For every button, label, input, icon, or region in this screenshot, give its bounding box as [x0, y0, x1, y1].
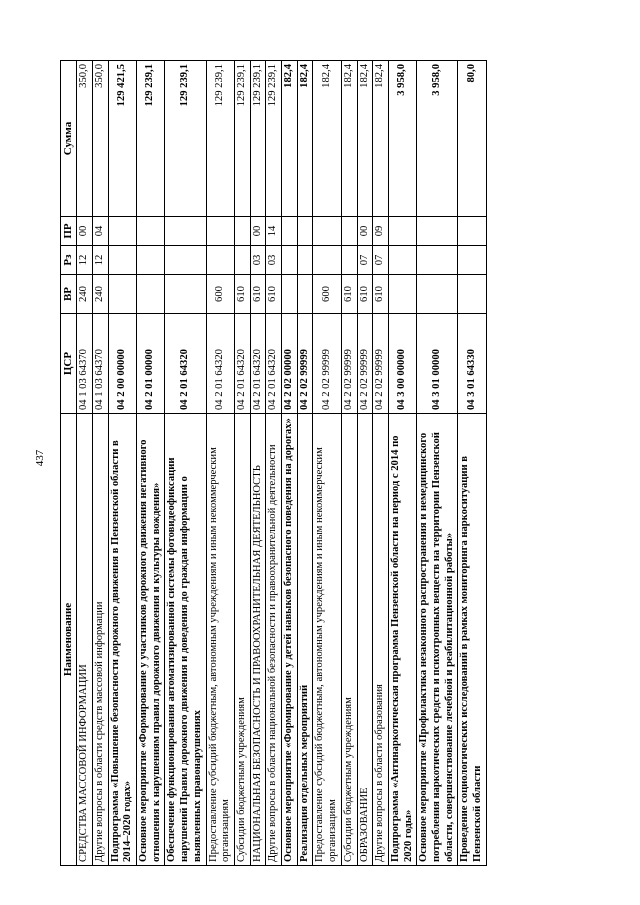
- table-row: [165, 61, 206, 866]
- cell-csr: 04 3 01 00000: [417, 314, 458, 414]
- cell-rz: [234, 246, 250, 275]
- cell-pr: [282, 217, 298, 246]
- cell-rz: [313, 246, 341, 275]
- cell-vr: 610: [357, 275, 373, 314]
- cell-rz: [458, 246, 486, 275]
- cell-pr: [417, 217, 458, 246]
- table-row: [373, 61, 389, 866]
- table-row: [234, 61, 250, 866]
- header-csr: ЦСР: [61, 314, 77, 414]
- cell-csr: 04 2 00 00000: [108, 314, 136, 414]
- cell-pr: 04: [92, 217, 108, 246]
- cell-name: Основное мероприятие «Формирование у детей навыков безопасного поведения на дорогах»: [282, 414, 298, 866]
- cell-sum: 182,4: [357, 61, 373, 217]
- cell-sum: 182,4: [297, 61, 313, 217]
- cell-vr: [165, 275, 206, 314]
- cell-pr: 09: [373, 217, 389, 246]
- cell-rz: [137, 246, 165, 275]
- table-row: [77, 61, 93, 866]
- cell-sum: 182,4: [282, 61, 298, 217]
- header-vr: ВР: [61, 275, 77, 314]
- cell-rz: [282, 246, 298, 275]
- cell-rz: [341, 246, 357, 275]
- cell-vr: [108, 275, 136, 314]
- cell-vr: 600: [313, 275, 341, 314]
- cell-csr: 04 2 02 99999: [313, 314, 341, 414]
- cell-sum: 350,0: [77, 61, 93, 217]
- cell-sum: 182,4: [373, 61, 389, 217]
- cell-sum: 129 239,1: [165, 61, 206, 217]
- cell-name: Предоставление субсидий бюджетным, автономным учреждениям и иным некоммерческим организациям: [313, 414, 341, 866]
- cell-pr: [108, 217, 136, 246]
- cell-name: Подпрограмма «Повышение безопасности дорожного движения в Пензенской области в 2014–2020 годах»: [108, 414, 136, 866]
- cell-rz: 07: [357, 246, 373, 275]
- cell-name: СРЕДСТВА МАССОВОЙ ИНФОРМАЦИИ: [77, 414, 93, 866]
- cell-rz: [417, 246, 458, 275]
- cell-name: НАЦИОНАЛЬНАЯ БЕЗОПАСНОСТЬ И ПРАВООХРАНИТЕЛЬНАЯ ДЕЯТЕЛЬНОСТЬ: [250, 414, 266, 866]
- table-row: [92, 61, 108, 866]
- table-row: [266, 61, 282, 866]
- table-header: [61, 61, 77, 866]
- page-number: 437: [34, 449, 46, 467]
- cell-rz: [165, 246, 206, 275]
- cell-vr: [417, 275, 458, 314]
- cell-sum: 129 421,5: [108, 61, 136, 217]
- cell-pr: [341, 217, 357, 246]
- cell-pr: [388, 217, 416, 246]
- header-name: Наименование: [61, 414, 77, 866]
- cell-csr: 04 1 03 64370: [77, 314, 93, 414]
- cell-vr: 610: [266, 275, 282, 314]
- cell-sum: 3 958,0: [388, 61, 416, 217]
- cell-csr: 04 2 01 64320: [266, 314, 282, 414]
- cell-csr: 04 2 01 64320: [250, 314, 266, 414]
- cell-sum: 350,0: [92, 61, 108, 217]
- cell-name: Основное мероприятие «Профилактика незаконного распространения и немедицинского потребления наркотических средств и психотропных веществ на территории Пензенской области, совершенствование лечебной и реабилитационной работы»: [417, 414, 458, 866]
- table-row: [297, 61, 313, 866]
- cell-csr: 04 2 02 00000: [282, 314, 298, 414]
- table-row: [108, 61, 136, 866]
- cell-name: Другие вопросы в области средств массовой информации: [92, 414, 108, 866]
- cell-pr: [206, 217, 234, 246]
- cell-name: Обеспечение функционирования автоматизированной системы фотовидеофиксации нарушений Правил дорожного движения и доведения до граждан информации о выявленных правонарушениях: [165, 414, 206, 866]
- cell-rz: [297, 246, 313, 275]
- cell-sum: 129 239,1: [137, 61, 165, 217]
- table-body: [77, 61, 487, 866]
- cell-csr: 04 2 01 00000: [137, 314, 165, 414]
- cell-csr: 04 2 02 99999: [357, 314, 373, 414]
- cell-name: Другие вопросы в области национальной безопасности и правоохранительной деятельности: [266, 414, 282, 866]
- cell-vr: 610: [341, 275, 357, 314]
- cell-name: Реализация отдельных мероприятий: [297, 414, 313, 866]
- table-row: [388, 61, 416, 866]
- cell-rz: [388, 246, 416, 275]
- cell-csr: 04 2 02 99999: [297, 314, 313, 414]
- table-row: [313, 61, 341, 866]
- cell-pr: 00: [77, 217, 93, 246]
- cell-vr: [282, 275, 298, 314]
- table-row: [458, 61, 486, 866]
- header-rz: Рз: [61, 246, 77, 275]
- table-row: [282, 61, 298, 866]
- cell-sum: 129 239,1: [266, 61, 282, 217]
- cell-pr: 14: [266, 217, 282, 246]
- table-row: [417, 61, 458, 866]
- cell-csr: 04 2 01 64320: [234, 314, 250, 414]
- cell-pr: 00: [250, 217, 266, 246]
- cell-sum: 129 239,1: [206, 61, 234, 217]
- cell-rz: 03: [250, 246, 266, 275]
- cell-pr: [137, 217, 165, 246]
- cell-name: Другие вопросы в области образования: [373, 414, 389, 866]
- table-row: [137, 61, 165, 866]
- cell-sum: 182,4: [341, 61, 357, 217]
- budget-table-container: [60, 61, 590, 866]
- cell-csr: 04 1 03 64370: [92, 314, 108, 414]
- cell-csr: 04 2 01 64320: [165, 314, 206, 414]
- table-row: [357, 61, 373, 866]
- cell-name: Проведение социологических исследований в рамках мониторинга наркоситуации в Пензенской области: [458, 414, 486, 866]
- cell-vr: 240: [77, 275, 93, 314]
- cell-pr: [234, 217, 250, 246]
- cell-vr: [388, 275, 416, 314]
- cell-vr: 610: [373, 275, 389, 314]
- cell-sum: 129 239,1: [234, 61, 250, 217]
- cell-vr: 610: [234, 275, 250, 314]
- cell-name: Субсидии бюджетным учреждениям: [341, 414, 357, 866]
- cell-sum: 3 958,0: [417, 61, 458, 217]
- cell-name: Предоставление субсидий бюджетным, автономным учреждениям и иным некоммерческим организациям: [206, 414, 234, 866]
- cell-csr: 04 3 01 64330: [458, 314, 486, 414]
- cell-rz: 12: [77, 246, 93, 275]
- budget-table: [60, 60, 487, 866]
- table-row: [250, 61, 266, 866]
- header-pr: ПР: [61, 217, 77, 246]
- cell-rz: 03: [266, 246, 282, 275]
- cell-pr: [165, 217, 206, 246]
- cell-csr: 04 2 01 64320: [206, 314, 234, 414]
- table-row: [341, 61, 357, 866]
- cell-rz: [108, 246, 136, 275]
- cell-vr: 240: [92, 275, 108, 314]
- cell-csr: 04 3 00 00000: [388, 314, 416, 414]
- cell-csr: 04 2 02 99999: [341, 314, 357, 414]
- cell-vr: 600: [206, 275, 234, 314]
- cell-rz: 12: [92, 246, 108, 275]
- cell-name: Основное мероприятие «Формирование у участников дорожного движения негативного отношения к нарушениям правил дорожного движения и культуры вождения»: [137, 414, 165, 866]
- cell-pr: 00: [357, 217, 373, 246]
- cell-vr: [137, 275, 165, 314]
- cell-pr: [297, 217, 313, 246]
- table-row: [206, 61, 234, 866]
- cell-rz: 07: [373, 246, 389, 275]
- cell-sum: 80,0: [458, 61, 486, 217]
- cell-pr: [458, 217, 486, 246]
- header-sum: Сумма: [61, 61, 77, 217]
- cell-rz: [206, 246, 234, 275]
- cell-name: ОБРАЗОВАНИЕ: [357, 414, 373, 866]
- cell-vr: 610: [250, 275, 266, 314]
- cell-sum: 182,4: [313, 61, 341, 217]
- cell-name: Подпрограмма «Антинаркотическая программа Пензенской области на период с 2014 по 2020 годы»: [388, 414, 416, 866]
- cell-vr: [458, 275, 486, 314]
- cell-name: Субсидии бюджетным учреждениям: [234, 414, 250, 866]
- cell-vr: [297, 275, 313, 314]
- cell-csr: 04 2 02 99999: [373, 314, 389, 414]
- cell-sum: 129 239,1: [250, 61, 266, 217]
- cell-pr: [313, 217, 341, 246]
